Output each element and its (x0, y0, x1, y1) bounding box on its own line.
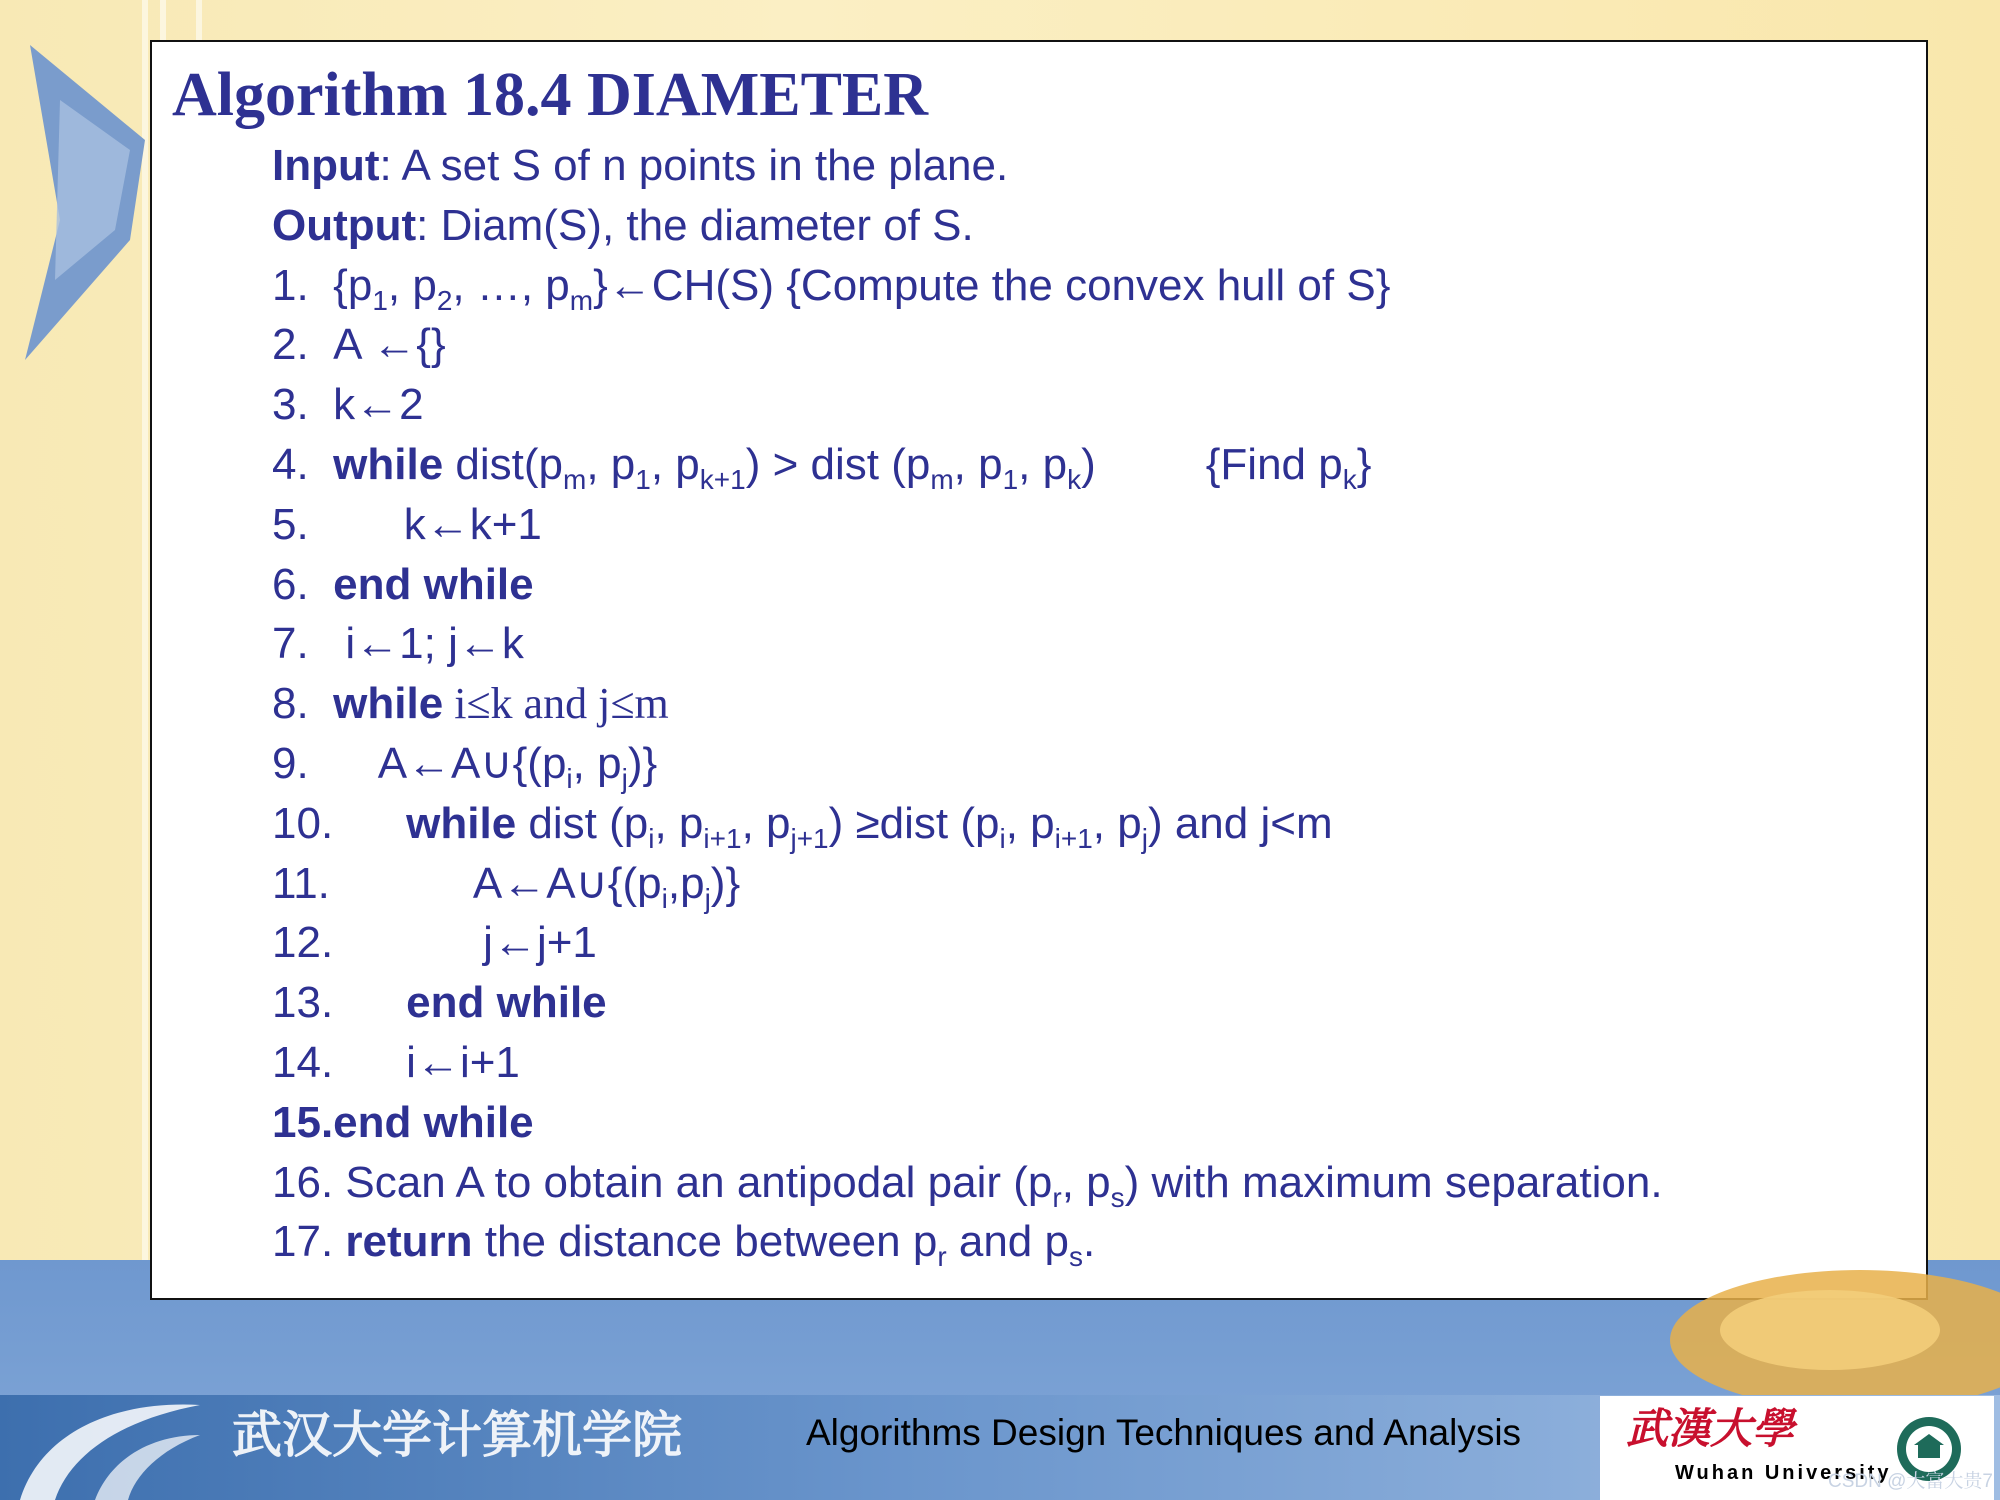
subscript: m (930, 463, 954, 495)
subscript: j (621, 762, 628, 794)
step-text: i←1; j←k (345, 619, 524, 669)
step-comment: } (1356, 439, 1372, 489)
subscript: i (566, 762, 573, 794)
keyword-end-while: 15.end while (272, 1097, 534, 1147)
step-text: {p (333, 260, 373, 310)
step-text: )} (627, 738, 658, 788)
step-text: , p (1005, 798, 1055, 848)
subscript: r (1052, 1181, 1062, 1213)
step-text: , p (1061, 1157, 1111, 1207)
subscript: i (661, 882, 668, 914)
step-number: 17. (272, 1217, 334, 1267)
output-label: Output (272, 200, 417, 250)
subscript: 1 (635, 463, 651, 495)
subscript: m (563, 463, 587, 495)
step-9 (272, 734, 1663, 794)
input-label: Input (272, 141, 380, 190)
step-number: 4. (272, 439, 309, 489)
step-number: 5. (272, 499, 309, 549)
algorithm-body (272, 136, 1663, 1272)
step-number: 13. (272, 978, 334, 1028)
step-text: dist(p (443, 439, 564, 489)
step-text: )} (710, 858, 741, 908)
left-decoration (20, 40, 150, 370)
subscript: 2 (436, 284, 453, 316)
output-text: : Diam(S), the diameter of S. (416, 200, 974, 250)
step-number: 1. (272, 260, 309, 310)
step-text: ) and j<m (1147, 798, 1333, 848)
step-text: i≤k and j≤m (443, 679, 669, 729)
step-17 (272, 1212, 1663, 1272)
subscript: i+1 (703, 822, 742, 854)
step-number: 16. (272, 1157, 334, 1207)
right-decoration (1560, 1270, 2000, 1395)
step-text: ) ≥dist (p (828, 798, 1000, 848)
step-text: the distance between p (472, 1217, 938, 1267)
step-number: 3. (272, 380, 309, 430)
step-text: ) (1081, 439, 1096, 489)
university-name-en: Wuhan University (1675, 1462, 1892, 1484)
step-text: . (1082, 1217, 1096, 1267)
step-number: 12. (272, 918, 334, 968)
step-text: , p (586, 439, 636, 489)
step-text: , …, p (452, 260, 570, 310)
step-13 (272, 973, 1663, 1033)
subscript: j (704, 882, 711, 914)
step-text: , p (741, 798, 791, 848)
step-text: , p (654, 798, 704, 848)
footer-course-title: Algorithms Design Techniques and Analysis (806, 1412, 1522, 1453)
step-comment: {Find p (1205, 439, 1343, 489)
step-number: 2. (272, 320, 309, 370)
watermark: CSDN @大富大贵7 (1828, 1471, 1993, 1492)
step-number: 7. (272, 619, 309, 669)
step-number: 14. (272, 1037, 334, 1087)
subscript: i+1 (1054, 822, 1093, 854)
step-text: A←A∪{(p (472, 858, 662, 908)
step-text: ) with maximum separation. (1124, 1157, 1663, 1207)
step-1 (272, 256, 1663, 316)
step-text: , p (1018, 439, 1068, 489)
keyword-end-while: end while (333, 559, 534, 609)
subscript: s (1110, 1181, 1125, 1213)
subscript: i (999, 822, 1006, 854)
subscript: j+1 (790, 822, 829, 854)
subscript: k+1 (699, 463, 746, 495)
subscript: r (937, 1241, 947, 1273)
footer-swoosh-logo (0, 1395, 210, 1500)
step-text: A←A∪{(p (377, 738, 567, 788)
slide-title: Algorithm 18.4 DIAMETER (172, 61, 929, 129)
step-4 (272, 435, 1663, 495)
subscript: k (1342, 463, 1357, 495)
university-name-cn: 武漢大學 (1626, 1404, 1795, 1453)
step-text: , p (953, 439, 1003, 489)
step-number: 6. (272, 559, 309, 609)
subscript: j (1141, 822, 1148, 854)
step-7 (272, 614, 1663, 674)
step-12 (272, 913, 1663, 973)
keyword-while: while (333, 439, 444, 489)
step-text: k←k+1 (403, 499, 542, 549)
step-5 (272, 495, 1663, 555)
step-text: , p (387, 260, 437, 310)
step-3 (272, 375, 1663, 435)
step-number: 8. (272, 679, 309, 729)
step-16 (272, 1153, 1663, 1213)
step-text: i←i+1 (406, 1037, 520, 1087)
subscript: m (569, 284, 594, 316)
step-text: ) > dist (p (745, 439, 931, 489)
step-2 (272, 315, 1663, 375)
keyword-while: while (406, 798, 517, 848)
subscript: 1 (372, 284, 388, 316)
keyword-while: while (333, 679, 444, 729)
footer-school-name: 武汉大学计算机学院 (232, 1405, 682, 1464)
step-number: 10. (272, 798, 334, 848)
step-text: dist (p (516, 798, 649, 848)
step-number: 11. (272, 858, 330, 908)
step-text: Scan A to obtain an antipodal pair (p (345, 1157, 1053, 1207)
step-text: , p (572, 738, 622, 788)
step-text: j←j+1 (483, 918, 597, 968)
step-text: , p (650, 439, 700, 489)
step-11 (272, 854, 1663, 914)
step-text: ,p (667, 858, 705, 908)
step-text: }←CH(S) {Compute the convex hull of S} (593, 260, 1391, 310)
subscript: 1 (1002, 463, 1019, 495)
step-15 (272, 1093, 1663, 1153)
keyword-return: return (345, 1217, 473, 1267)
output-line (272, 196, 1663, 256)
step-8 (272, 674, 1663, 734)
step-6 (272, 555, 1663, 615)
subscript: k (1067, 463, 1082, 495)
input-text: : A set S of n points in the plane. (379, 141, 1009, 190)
subscript: s (1068, 1241, 1083, 1273)
step-text: , p (1092, 798, 1142, 848)
step-number: 9. (272, 738, 309, 788)
step-text: and p (946, 1217, 1069, 1267)
keyword-end-while: end while (406, 978, 607, 1028)
step-14 (272, 1033, 1663, 1093)
subscript: i (648, 822, 655, 854)
step-10 (272, 794, 1663, 854)
step-text: k←2 (333, 380, 424, 430)
step-text: A ←{} (333, 320, 446, 370)
input-line (272, 136, 1663, 196)
